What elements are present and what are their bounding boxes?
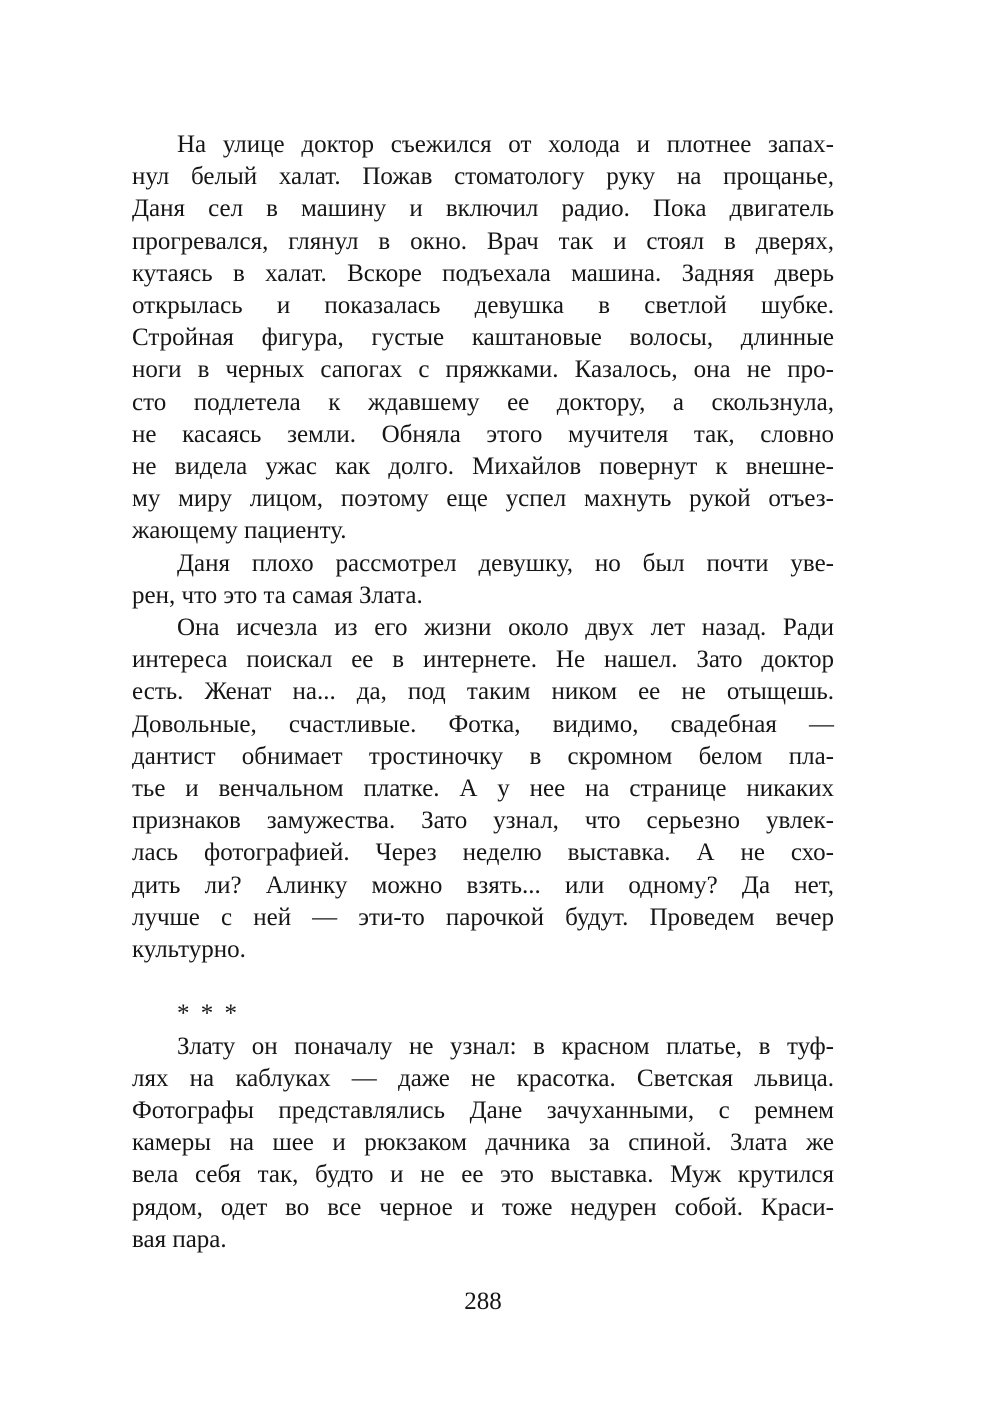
text-line: * * * [177,1000,237,1028]
text-line: рен, что это та самая Злата. [132,581,423,609]
text-line: жающему пациенту. [132,517,347,545]
text-line: прогревался, глянул в окно. Врач так и стоял в дверях, [132,227,834,255]
text-line: Она исчезла из его жизни около двух лет назад. Ради [177,614,834,642]
text-line: дантист обнимает тростиночку в скромном белом пла- [132,742,834,770]
text-line: открылась и показалась девушка в светлой шубке. [132,292,834,320]
paragraph [132,1031,834,1256]
section-separator [132,998,834,1030]
text-line: не видела ужас как долго. Михайлов повернут к внешне- [132,453,834,481]
text-line: лась фотографией. Через неделю выставка. А не схо- [132,839,834,867]
text-line: тье и венчальном платке. А у нее на странице никаких [132,775,834,803]
text-line: кутаясь в халат. Вскоре подъехала машина. Задняя дверь [132,259,834,287]
text-line: камеры на шее и рюкзаком дачника за спиной. Злата же [132,1129,834,1157]
text-line: му миру лицом, поэтому еще успел махнуть рукой отъез- [132,485,834,513]
text-line: нул белый халат. Пожав стоматологу руку на прощанье, [132,163,834,191]
paragraph [132,548,834,612]
text-line: вая пара. [132,1225,227,1253]
text-line: На улице доктор съежился от холода и плотнее запах- [177,131,834,158]
text-line: дить ли? Алинку можно взять... или одному? Да нет, [132,871,834,899]
text-line: Стройная фигура, густые каштановые волосы, длинные [132,324,834,352]
text-line: признаков замужества. Зато узнал, что серьезно увлек- [132,807,834,835]
text-line: культурно. [132,936,246,964]
text-line: ноги в черных сапогах с пряжками. Казалось, она не про- [132,356,834,384]
text-line: Фотографы представлялись Дане зачуханными, с ремнем [132,1097,834,1125]
text-line: интереса поискал ее в интернете. Не нашел. Зато доктор [132,646,834,674]
text-line: лучше с ней — эти-то парочкой будут. Проведем вечер [132,903,834,931]
text-line: есть. Женат на... да, под таким ником ее не отыщешь. [132,678,834,706]
paragraph [132,612,834,966]
page-number: 288 [464,1288,502,1316]
text-line: сто подлетела к ждавшему ее доктору, а скользнула, [132,388,834,416]
text-line: Довольные, счастливые. Фотка, видимо, свадебная — [132,710,834,738]
text-line: не касаясь земли. Обняла этого мучителя так, словно [132,420,834,448]
text-line: рядом, одет во все черное и тоже недурен собой. Краси- [132,1193,834,1221]
text-line: Даня плохо рассмотрел девушку, но был почти уве- [177,549,834,577]
text-line: Злату он поначалу не узнал: в красном платье, в туф- [177,1032,834,1060]
text-line: вела себя так, будто и не ее это выставка. Муж крутился [132,1161,834,1189]
text-line: лях на каблуках — даже не красотка. Светская львица. [132,1064,834,1092]
page-text [132,129,834,1318]
paragraph [132,129,834,548]
text-line: Даня сел в машину и включил радио. Пока двигатель [132,195,834,223]
